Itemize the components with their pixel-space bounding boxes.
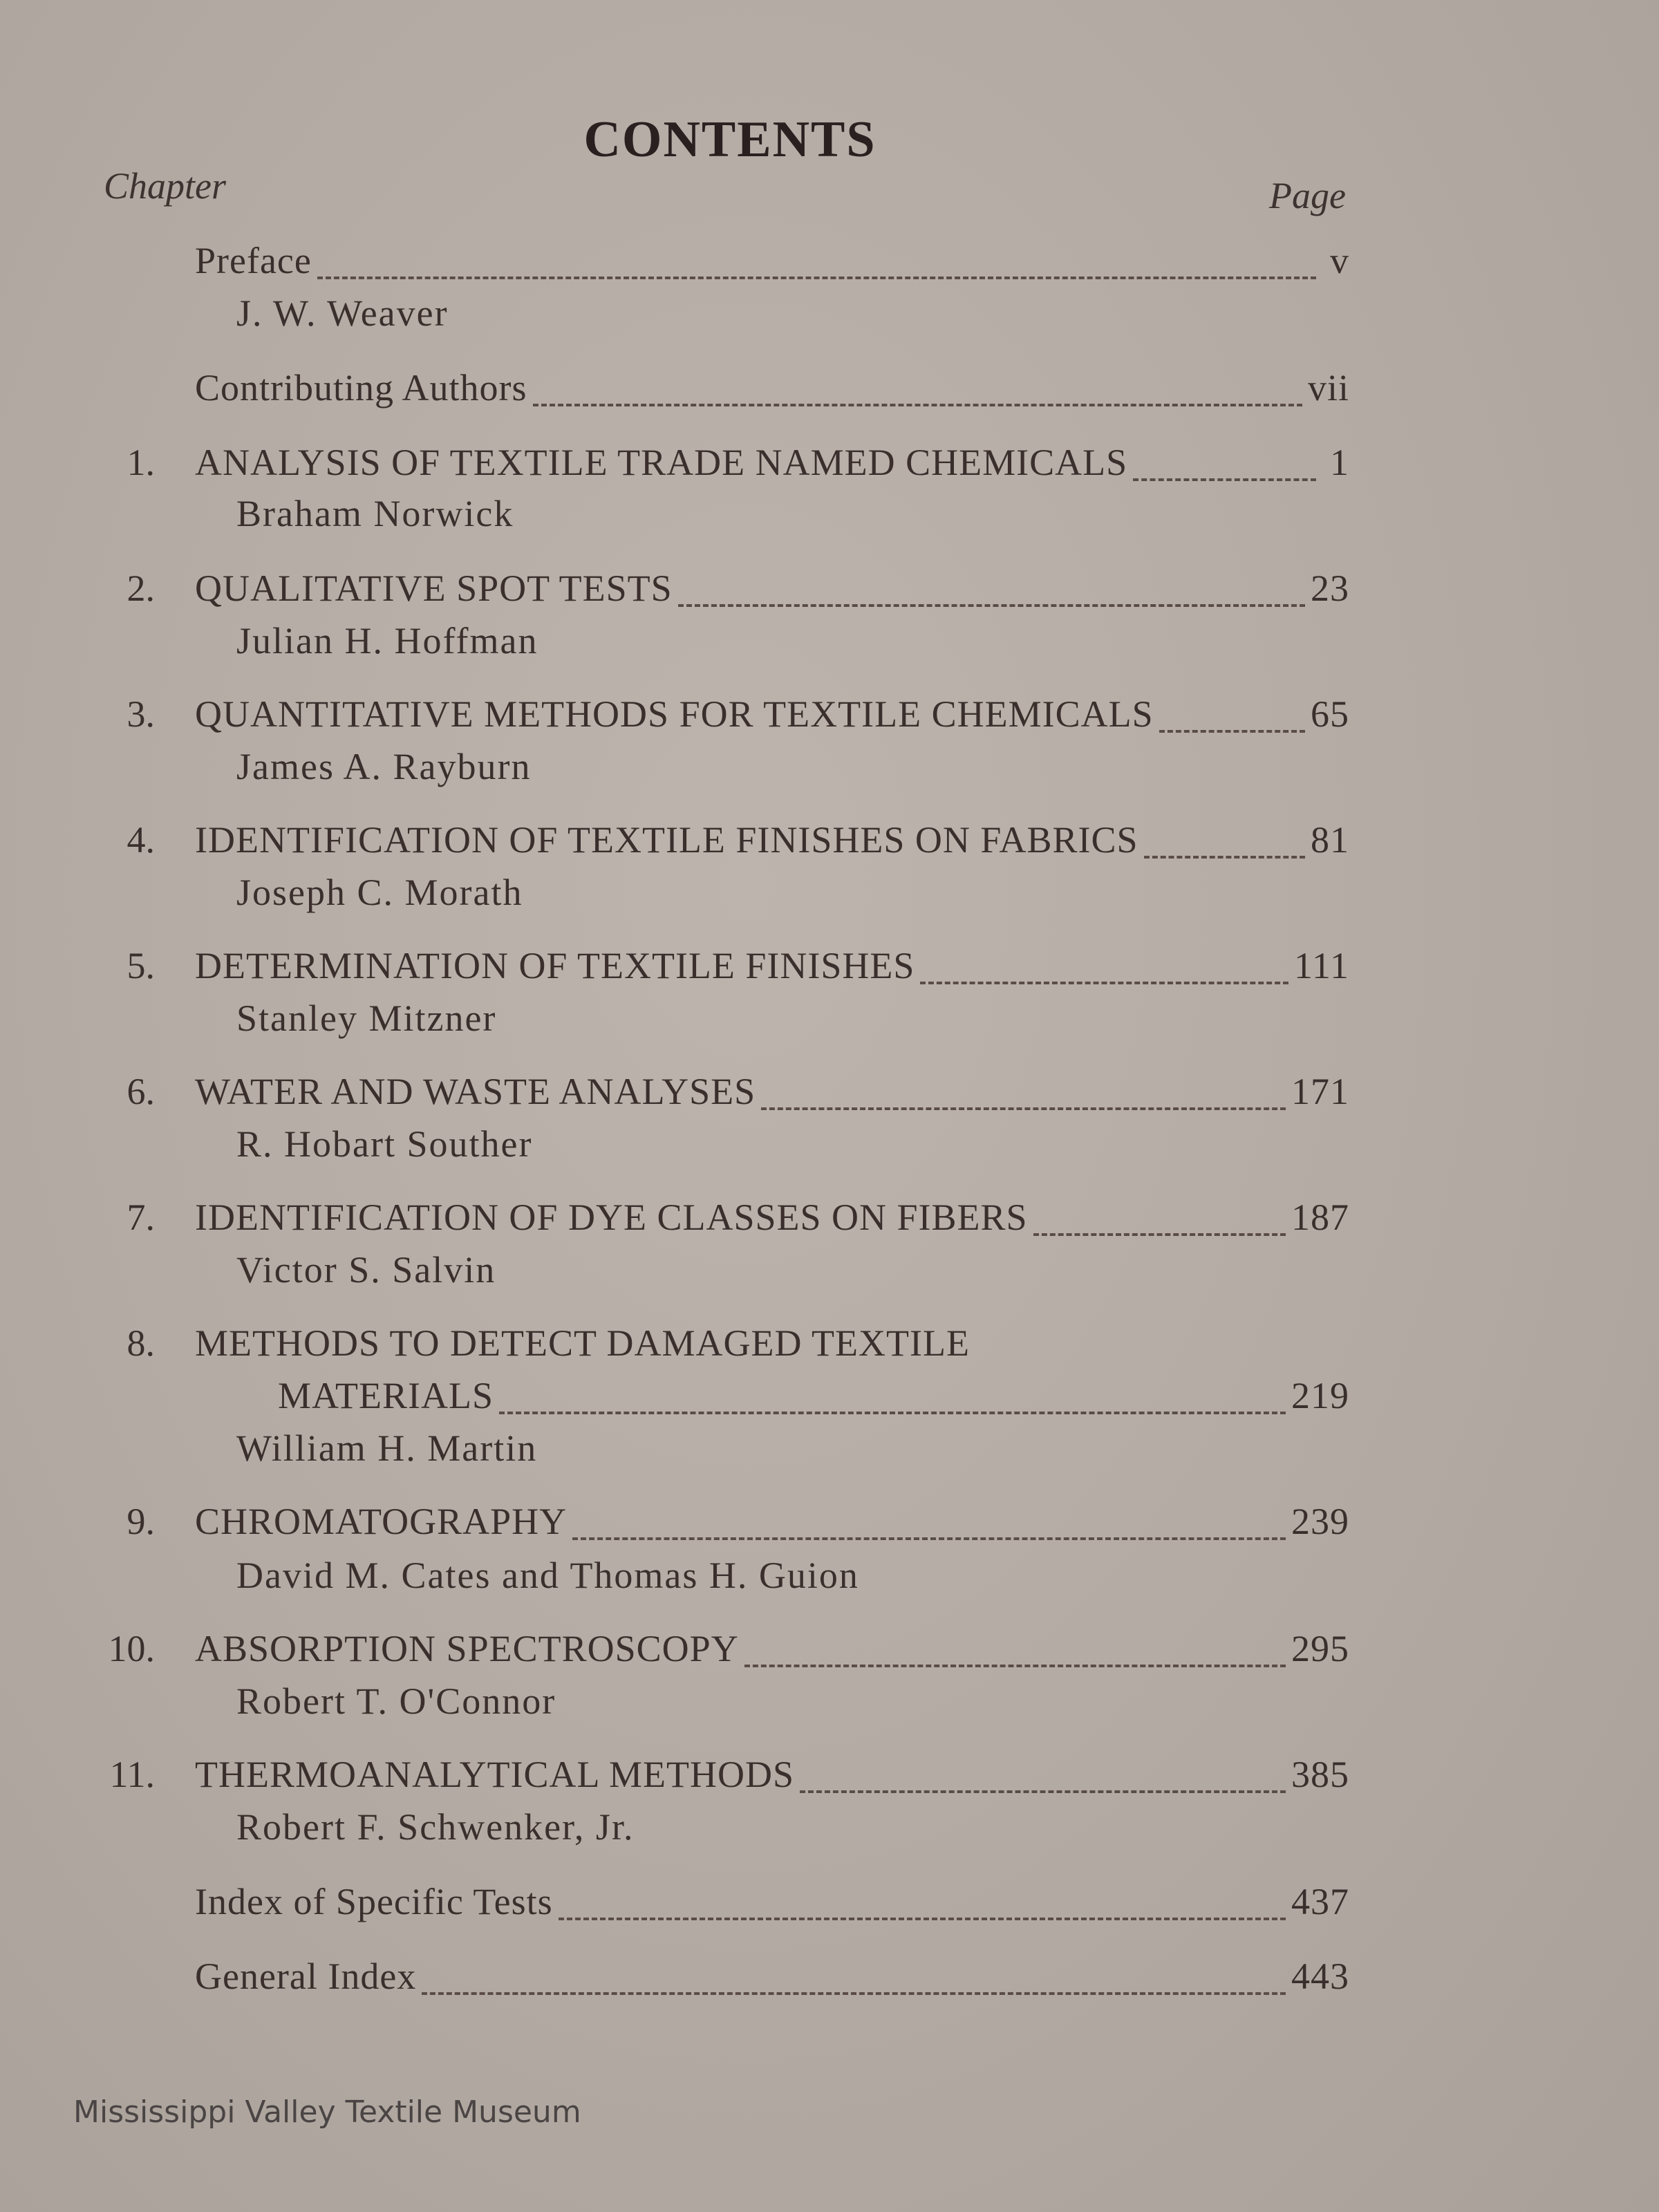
entry-author: Stanley Mitzner (236, 997, 497, 1039)
entry-page: 111 (1294, 945, 1349, 986)
chapter-column-heading: Chapter (104, 165, 227, 207)
dot-leader (572, 1537, 1286, 1540)
dot-leader (761, 1107, 1286, 1110)
page-title: CONTENTS (583, 111, 877, 168)
dot-leader (422, 1992, 1286, 1995)
entry-page: 295 (1291, 1628, 1349, 1669)
chapter-number: 4. (126, 819, 155, 861)
entry-author: Robert T. O'Connor (236, 1680, 556, 1722)
entry-page: 23 (1311, 568, 1349, 609)
entry-page: vii (1307, 367, 1349, 409)
entry-author: R. Hobart Souther (236, 1123, 533, 1165)
entry-title: ANALYSIS OF TEXTILE TRADE NAMED CHEMICALS (195, 442, 1128, 483)
watermark: Mississippi Valley Textile Museum (73, 2094, 581, 2130)
entry-title: ABSORPTION SPECTROSCOPY (195, 1628, 739, 1669)
entry-page: 219 (1291, 1375, 1349, 1416)
entry-author: Braham Norwick (236, 493, 514, 534)
dot-leader (317, 276, 1316, 279)
dot-leader (499, 1412, 1286, 1414)
chapter-number: 7. (126, 1197, 155, 1238)
entry-title: WATER AND WASTE ANALYSES (195, 1071, 756, 1112)
entry-title: METHODS TO DETECT DAMAGED TEXTILE (195, 1322, 970, 1364)
entry-page: v (1330, 240, 1349, 281)
page-column-heading: Page (1269, 175, 1346, 216)
dot-leader (920, 982, 1288, 984)
entry-page: 171 (1291, 1071, 1349, 1112)
entry-author: James A. Rayburn (236, 746, 532, 787)
entry-author: Robert F. Schwenker, Jr. (236, 1806, 635, 1848)
chapter-number: 1. (126, 442, 155, 483)
entry-title: IDENTIFICATION OF TEXTILE FINISHES ON FABRICS (195, 819, 1138, 861)
chapter-number: 9. (126, 1501, 155, 1542)
entry-page: 65 (1311, 693, 1349, 735)
dot-leader (1144, 856, 1305, 859)
entry-page: 187 (1291, 1197, 1349, 1238)
entry-author: J. W. Weaver (236, 292, 449, 334)
chapter-number: 5. (126, 945, 155, 986)
chapter-number: 11. (109, 1754, 155, 1795)
entry-title: General Index (195, 1956, 417, 1997)
entry-author: Julian H. Hoffman (236, 620, 538, 662)
dot-leader (1033, 1233, 1286, 1236)
chapter-number: 8. (126, 1322, 155, 1364)
entry-page: 239 (1291, 1501, 1349, 1542)
entry-title-continued: MATERIALS (278, 1375, 494, 1416)
dot-leader (800, 1790, 1286, 1793)
dot-leader (559, 1918, 1286, 1920)
dot-leader (678, 604, 1305, 607)
dot-leader (744, 1665, 1286, 1667)
chapter-number: 10. (108, 1628, 155, 1669)
entry-title: Index of Specific Tests (195, 1881, 553, 1922)
entry-title: IDENTIFICATION OF DYE CLASSES ON FIBERS (195, 1197, 1028, 1238)
entry-page: 1 (1330, 442, 1349, 483)
entry-title: THERMOANALYTICAL METHODS (195, 1754, 795, 1795)
dot-leader (533, 404, 1302, 406)
entry-title: DETERMINATION OF TEXTILE FINISHES (195, 945, 915, 986)
entry-page: 443 (1291, 1956, 1349, 1997)
chapter-number: 3. (126, 693, 155, 735)
entry-author: David M. Cates and Thomas H. Guion (236, 1555, 859, 1596)
entry-title: Contributing Authors (195, 367, 527, 409)
entry-page: 385 (1291, 1754, 1349, 1795)
entry-title: Preface (195, 240, 312, 281)
dot-leader (1159, 730, 1305, 733)
chapter-number: 2. (126, 568, 155, 609)
entry-title: CHROMATOGRAPHY (195, 1501, 568, 1542)
entry-author: Joseph C. Morath (236, 872, 523, 913)
entry-author: Victor S. Salvin (236, 1249, 496, 1291)
dot-leader (1133, 478, 1316, 481)
chapter-number: 6. (126, 1071, 155, 1112)
entry-title: QUANTITATIVE METHODS FOR TEXTILE CHEMICALS (195, 693, 1154, 735)
entry-author: William H. Martin (236, 1427, 538, 1469)
entry-page: 437 (1291, 1881, 1349, 1922)
entry-page: 81 (1311, 819, 1349, 861)
entry-title: QUALITATIVE SPOT TESTS (195, 568, 673, 609)
